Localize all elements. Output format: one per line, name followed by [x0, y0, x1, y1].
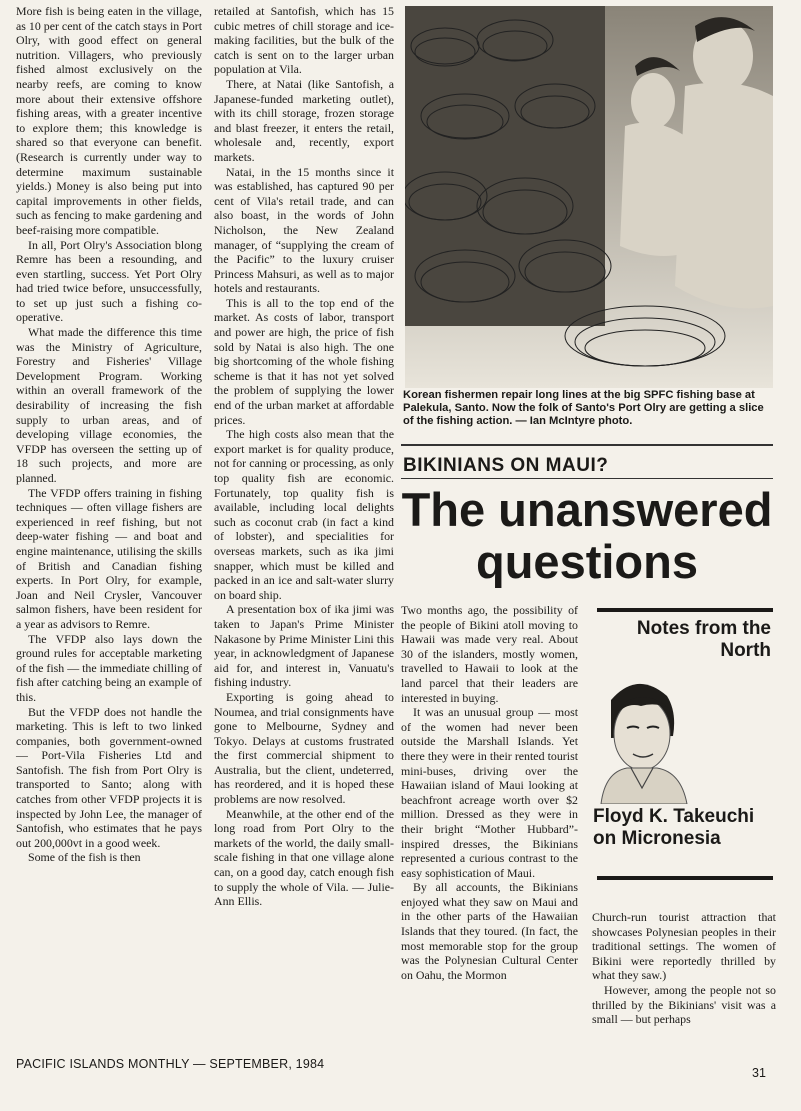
paragraph: A presentation box of ika jimi was taken to Japan's Prime Minister Nakasone by Prime Minister Lini this year, in acknowledgment of Japanese aid for, and interest in, Vanuatu's fishing industry. — [214, 602, 394, 690]
page-number: 31 — [752, 1066, 766, 1080]
article-column-2 — [214, 4, 394, 909]
paragraph: More fish is being eaten in the village, as 10 per cent of the catch stays in Port Olry, with good effect on general nutrition. Villagers, who previously fished almost exclusively on the nearby reefs, are coming to know more about their extensive offshore fishing areas, with a greater incentive to explore them; this knowledge is shared so that everyone can benefit. (Research is currently under way to determine maximum sustainable yields.) Money is also being put into capital improvements in other fields, such as fencing to make gardening and beef-raising more compatible. — [16, 4, 202, 237]
paragraph: However, among the people not so thrilled by the Bikinians' visit was a small — but perhaps — [592, 982, 776, 1027]
author-byline: Floyd K. Takeuchi on Micronesia — [593, 806, 755, 849]
author-portrait — [597, 672, 773, 804]
paragraph: The VFDP offers training in fishing techniques — often village fishers are experienced in reef fishing, but not deep-water fishing — and boat and engine maintenance, utilising the skills of British and Canadian fishing experts. In Port Olry, for example, Joan and Neil Crysler, Vancouver salmon fishers, have been resident for a year as advisors to Remre. — [16, 485, 202, 631]
paragraph: The VFDP also lays down the ground rules for acceptable marketing of the fish — the immediate chilling of fish after catching being an example of this. — [16, 631, 202, 704]
article-headline: The unanswered questions — [401, 483, 773, 588]
sidebar-top-rule — [597, 608, 773, 612]
paragraph: Exporting is going ahead to Noumea, and trial consignments have gone to Melbourne, Sydney and Tokyo. Delays at customs frustrated the first commercial shipment to Australia, but the client, undeterred, has reordered, and it is hoped these problems are now resolved. — [214, 689, 394, 807]
paragraph: Some of the fish is then — [28, 850, 141, 865]
page-footer: PACIFIC ISLANDS MONTHLY — SEPTEMBER, 1984 — [16, 1057, 325, 1071]
paragraph: Meanwhile, at the other end of the long road from Port Olry to the markets of the world, the daily small-scale fishing in that one village alone can, on a good day, catch enough fish to supply the whole of Vila. — Julie-Ann Ellis. — [214, 806, 394, 909]
paragraph: Two months ago, the possibility of the people of Bikini atoll moving to Hawaii was made very real. About 30 of the islanders, mostly women, travelled to Hawaii to look at the land parcel that their leaders are interested in buying. — [401, 603, 578, 705]
paragraph: But the VFDP does not handle the marketing. This is left to two linked companies, both government-owned — Port-Vila Fisheries Ltd and Santofish. The fish from Port Olry is transported to Santo; along with catches from other VFDP projects it is inspected by John Lee, the manager of Santofish, who estimates that he pays out 200,000vt in a good week. — [16, 704, 202, 850]
article-column-3 — [401, 603, 578, 982]
article-kicker: BIKINIANS ON MAUI? — [403, 455, 609, 476]
section-divider — [401, 444, 773, 446]
paragraph: There, at Natai (like Santofish, a Japanese-funded marketing outlet), with its chill storage, frozen storage and blast freezer, it enters the retail, wholesale and, recently, export markets. — [214, 76, 394, 164]
paragraph: Natai, in the 15 months since it was established, has captured 90 per cent of Vila's retail trade, and can also boast, in the words of John Nicholson, the New Zealand manager, of “supplying the cream of the Pacific” to the luxury cruiser Princess Mahsuri, as well as to major hotels and restaurants. — [214, 164, 394, 296]
paragraph: By all accounts, the Bikinians enjoyed what they saw on Maui and in the other parts of the Hawaiian Islands that they toured. (In fact, the most memorable stop for the group was the Polynesian Cultural Center on Oahu, the Mormon — [401, 880, 578, 982]
sidebar-title: Notes from the North — [636, 618, 771, 661]
article-column-4 — [592, 910, 776, 1027]
paragraph: In all, Port Olry's Association blong Remre has been a resounding, and even startling, success. Yet Port Olry had tried twice before, unsuccessfully, to set up just such a fishing co-operative. — [16, 237, 202, 325]
paragraph: It was an unusual group — most of the women had never been outside the Marshall Islands. Yet there they were in their rented tourist mini-buses, driving over the Hawaiian island of Maui looking at beachfront acreage worth over $2 million. Dressed as they were in their bright “Mother Hubbard”-inspired dresses, the Bikinians represented a curious contrast to the easy sophistication of Maui. — [401, 705, 578, 880]
kicker-rule — [401, 478, 773, 479]
article-column-1 — [16, 4, 202, 865]
sidebar-bottom-rule — [597, 876, 773, 880]
paragraph: Church-run tourist attraction that showcases Polynesian peoples in their traditional settings. The women of Bikini were reportedly thrilled by what they saw.) — [592, 910, 776, 983]
paragraph: retailed at Santofish, which has 15 cubic metres of chill storage and ice-making facilities, but the bulk of the catch is sent on to the larger urban population at Vila. — [214, 4, 394, 77]
paragraph: The high costs also mean that the export market is for quality produce, not for canning or processing, as only top quality fish are economic. Fortunately, top quality fish is available, including local delights such as coconut crab (in fact a kind of lobster), and specialities for overseas markets, such as ika jimi snapper, which must be killed and packed in an ice and salt-water slurry on board ship. — [214, 427, 394, 602]
fishermen-photo — [405, 6, 773, 388]
photo-caption: Korean fishermen repair long lines at the big SPFC fishing base at Palekula, Santo. Now the folk of Santo's Port Olry are getting a slice of the fishing action. — Ian McIntyre photo. — [403, 389, 764, 427]
paragraph: This is all to the top end of the market. As costs of labor, transport and power are high, the price of fish sold by Natai is also high. The one big shortcoming of the whole fishing scheme is that it has not yet solved the problem of supplying the lower end of the urban market at affordable prices. — [214, 295, 394, 427]
paragraph: What made the difference this time was the Ministry of Agriculture, Forestry and Fisheries' Village Development Program. Working within an overall framework of the desirability of increasing the fish supply to urban areas, and of developing village economies, the VFDP has overseen the setting up of 18 such projects, and more are planned. — [16, 325, 202, 485]
